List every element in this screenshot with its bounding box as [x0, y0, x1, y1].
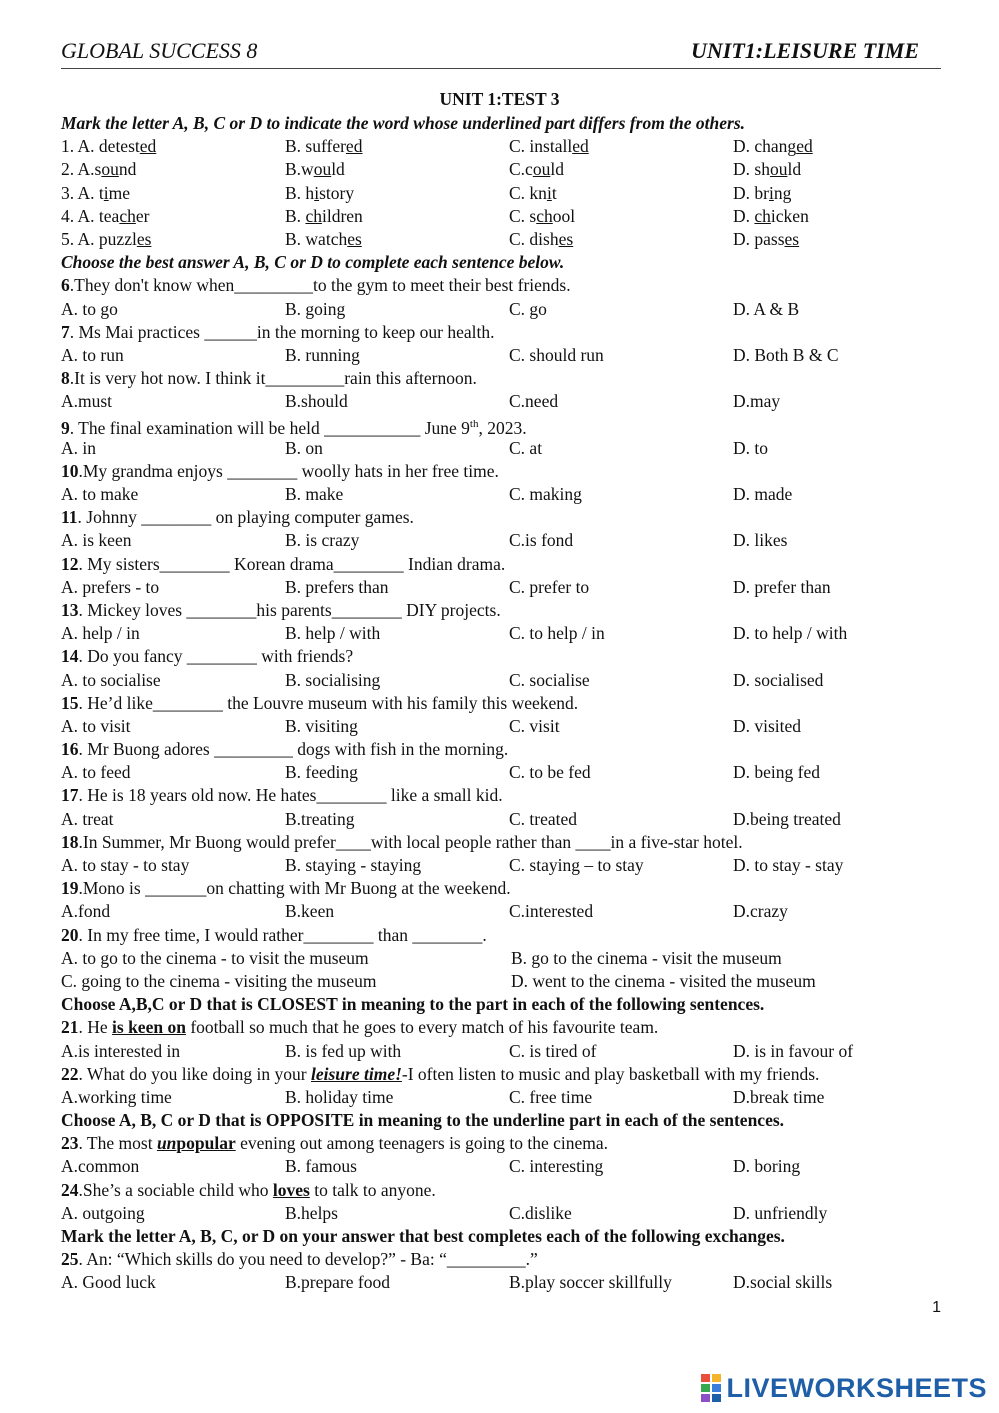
option: B. on	[285, 437, 323, 458]
question-number: 6	[61, 275, 70, 296]
option-row	[61, 483, 961, 506]
option: A. to make	[61, 484, 139, 504]
question-number: 17	[61, 785, 79, 806]
option: A. to go to the cinema - to visit the museum	[61, 947, 369, 968]
option: B.keen	[285, 901, 335, 922]
option: C. visit	[509, 715, 560, 736]
option: D. is in favour of	[733, 1040, 854, 1061]
option: B. staying - staying	[285, 855, 422, 875]
underlined-part: i	[103, 182, 109, 203]
option: D.crazy	[733, 901, 788, 922]
option-row	[61, 576, 961, 599]
line	[61, 993, 961, 1016]
superscript: th	[469, 418, 479, 431]
question: 9. The final examination will be held ___________ June 9th, 2023.	[61, 418, 527, 439]
option: A.must	[61, 391, 113, 412]
option-row	[61, 205, 961, 228]
question: 24.She’s a sociable child who loves to talk to anyone.	[61, 1179, 436, 1200]
instruction: Choose A,B,C or D that is CLOSEST in meaning to the part in each of the following sentences.	[61, 994, 765, 1015]
option: B.play soccer skillfully	[509, 1272, 672, 1293]
question: 7. Ms Mai practices ______in the morning to keep our health.	[61, 321, 495, 342]
option: D.may	[733, 391, 781, 412]
question-number: 19	[61, 878, 79, 899]
instruction: Choose A, B, C or D that is OPPOSITE in meaning to the underline part in each of the sentences.	[61, 1110, 785, 1131]
question-number: 22	[61, 1063, 79, 1084]
question: 10.My grandma enjoys ________ woolly hats in her free time.	[61, 460, 499, 481]
option-row	[61, 390, 961, 413]
question-number: 10	[61, 460, 79, 481]
question: 15. He’d like________ the Louvre museum with his family this weekend.	[61, 692, 579, 713]
option: B. history	[285, 182, 355, 203]
option: D. chicken	[733, 205, 809, 226]
option: C. to be fed	[509, 762, 591, 783]
liveworksheets-logo-text: LIVEWORKSHEETS	[726, 1372, 987, 1403]
option: C.need	[509, 391, 559, 412]
option: D. prefer than	[733, 576, 831, 597]
option: D. bring	[733, 182, 792, 203]
option-row	[61, 715, 961, 738]
option-row	[61, 298, 961, 321]
test-title: UNIT 1:TEST 3	[439, 89, 560, 109]
underlined-phrase: loves	[272, 1179, 310, 1200]
option: A.common	[61, 1156, 140, 1177]
underlined-part: es	[136, 228, 152, 249]
option-row	[61, 1086, 961, 1109]
option-row	[61, 529, 961, 552]
option: C. going to the cinema - visiting the museum	[61, 970, 377, 991]
instruction: Choose the best answer A, B, C or D to complete each sentence below.	[61, 252, 565, 273]
option: B.helps	[285, 1202, 338, 1223]
underlined-part: ou	[532, 159, 551, 180]
underlined-part: ch	[536, 205, 553, 226]
question: 20. In my free time, I would rather________ than ________.	[61, 924, 487, 945]
underlined-part: es	[558, 228, 574, 249]
option: D. visited	[733, 715, 802, 736]
question: 13. Mickey loves ________his parents________ DIY projects.	[61, 599, 501, 620]
option: A. treat	[61, 808, 114, 829]
option-row	[61, 854, 961, 877]
option: C. treated	[509, 808, 578, 829]
question-number: 24	[61, 1179, 79, 1200]
option: 3. A. time	[61, 182, 131, 203]
option: D. boring	[733, 1156, 801, 1177]
option: B.would	[285, 159, 345, 180]
option-row	[61, 622, 961, 645]
question-number: 23	[61, 1133, 79, 1154]
option-row	[61, 158, 961, 181]
option: C.dislike	[509, 1202, 572, 1223]
option: C. school	[509, 205, 576, 226]
option: C. making	[509, 484, 582, 504]
question-number: 18	[61, 831, 79, 852]
option: C. interesting	[509, 1156, 604, 1177]
option: D. being fed	[733, 762, 820, 783]
option: B. holiday time	[285, 1086, 394, 1107]
option: B. feeding	[285, 762, 358, 783]
option-row	[61, 1155, 961, 1178]
underlined-phrase: popular	[176, 1133, 236, 1154]
option: C. is tired of	[509, 1040, 597, 1061]
option: B. go to the cinema - visit the museum	[511, 947, 782, 968]
question-number: 11	[61, 507, 78, 528]
underlined-part: ou	[101, 159, 119, 180]
option: A.is interested in	[61, 1040, 181, 1061]
option-row	[61, 900, 961, 923]
underlined-part: es	[784, 228, 800, 249]
option-row	[61, 970, 961, 993]
option: 1. A. detested	[61, 136, 157, 157]
option: B.prepare food	[285, 1272, 390, 1293]
option: C. prefer to	[509, 576, 590, 597]
underlined-part: ed	[345, 136, 363, 157]
option: 4. A. teacher	[61, 205, 150, 226]
question-number: 12	[61, 553, 79, 574]
option: A.working time	[61, 1086, 172, 1107]
option: A. to feed	[61, 762, 131, 783]
option: C. staying – to stay	[509, 855, 644, 875]
underlined-part: ed	[572, 136, 589, 157]
underlined-phrase: leisure time!	[311, 1063, 402, 1084]
option: C.could	[509, 159, 564, 180]
option: 5. A. puzzles	[61, 228, 152, 249]
underlined-part: ed	[796, 136, 813, 157]
option: A. is keen	[61, 530, 132, 551]
option-row	[61, 761, 961, 784]
question: 21. He is keen on football so much that he goes to every match of his favourite team.	[61, 1017, 659, 1038]
question-number: 15	[61, 692, 79, 713]
header-unit: UNIT1:LEISURE TIME	[691, 38, 919, 63]
question: 16. Mr Buong adores _________ dogs with fish in the morning.	[61, 739, 509, 760]
question-number: 20	[61, 924, 79, 945]
option: B. is fed up with	[285, 1040, 402, 1061]
option: C. knit	[509, 182, 557, 203]
liveworksheets-logo-icon	[700, 1373, 722, 1403]
option: B. famous	[285, 1156, 357, 1177]
option: A. outgoing	[61, 1202, 145, 1223]
option: A.fond	[61, 901, 111, 922]
line	[61, 1225, 961, 1248]
option: D. A & B	[733, 298, 800, 319]
option: D.being treated	[733, 808, 841, 829]
option: A. to socialise	[61, 669, 161, 690]
question-number: 9	[61, 418, 70, 439]
option: A. Good luck	[61, 1272, 156, 1293]
option: D.social skills	[733, 1272, 833, 1293]
option: B. make	[285, 484, 344, 504]
line	[61, 112, 961, 135]
underlined-part: ch	[119, 205, 136, 226]
line	[61, 251, 961, 274]
option-row	[61, 1271, 961, 1294]
option: C.is fond	[509, 530, 574, 551]
question: 19.Mono is _______on chatting with Mr Buong at the weekend.	[61, 878, 511, 899]
option: D. socialised	[733, 669, 824, 690]
option: B. watches	[285, 228, 362, 249]
page-header	[61, 38, 941, 69]
option: D. went to the cinema - visited the museum	[511, 970, 816, 991]
option: B. visiting	[285, 715, 358, 736]
option: B. help / with	[285, 623, 381, 644]
option: B. running	[285, 344, 360, 365]
option: A. prefers - to	[61, 576, 160, 597]
option: A. to go	[61, 298, 118, 319]
option-row	[61, 808, 961, 831]
option: D. made	[733, 484, 793, 504]
underlined-part: es	[347, 228, 362, 249]
option-row	[61, 1202, 961, 1225]
option: D. passes	[733, 228, 800, 249]
option: C. socialise	[509, 669, 590, 690]
question-number: 13	[61, 599, 79, 620]
option: D. Both B & C	[733, 344, 839, 365]
liveworksheets-logo	[700, 1372, 987, 1404]
instruction: Mark the letter A, B, C or D to indicate the word whose underlined part differs from the others.	[61, 113, 746, 133]
question-number: 16	[61, 739, 79, 760]
option-row	[61, 1040, 961, 1063]
option: A. help / in	[61, 623, 140, 644]
question-number: 8	[61, 368, 70, 389]
option: B. children	[285, 205, 363, 226]
option: B.should	[285, 391, 348, 412]
instruction: Mark the letter A, B, C, or D on your answer that best completes each of the following exchanges.	[61, 1226, 785, 1246]
option: C.interested	[509, 901, 594, 922]
option: A. to stay - to stay	[61, 855, 190, 875]
page-number: 1	[932, 1299, 941, 1316]
underlined-part: ou	[769, 159, 788, 180]
option-row	[61, 182, 961, 205]
option: C. dishes	[509, 228, 574, 249]
underlined-part: ed	[139, 136, 157, 157]
underlined-part: ou	[313, 159, 332, 180]
test-content	[61, 112, 961, 1295]
question-number: 14	[61, 646, 79, 667]
option: C. at	[509, 437, 543, 458]
option: C. installed	[509, 136, 589, 157]
question: 12. My sisters________ Korean drama________ Indian drama.	[61, 553, 506, 574]
underlined-part: ch	[754, 205, 771, 226]
underlined-phrase: un	[156, 1133, 177, 1154]
option: 2. A.sound	[61, 159, 137, 180]
underlined-phrase: is keen on	[112, 1017, 186, 1038]
underlined-part: i	[768, 182, 774, 203]
line	[61, 1109, 961, 1132]
option: D. to stay - stay	[733, 855, 844, 875]
option: D. unfriendly	[733, 1202, 828, 1223]
option: D. to	[733, 437, 768, 458]
option: D. should	[733, 159, 802, 180]
question: 22. What do you like doing in your leisure time!-I often listen to music and play basketball with my friends.	[61, 1063, 820, 1084]
question: 8.It is very hot now. I think it_________rain this afternoon.	[61, 368, 477, 389]
option-row	[61, 947, 961, 970]
option: B. prefers than	[285, 576, 389, 597]
option: C. free time	[509, 1086, 593, 1107]
option: B.treating	[285, 808, 355, 829]
option: D. likes	[733, 530, 788, 551]
option: A. in	[61, 437, 96, 458]
option: D. changed	[733, 136, 813, 157]
underlined-part: i	[314, 182, 320, 203]
option-row	[61, 669, 961, 692]
option: C. should run	[509, 344, 604, 365]
question: 11. Johnny ________ on playing computer games.	[61, 507, 414, 528]
question: 23. The most unpopular evening out among teenagers is going to the cinema.	[61, 1133, 608, 1154]
question: 6.They don't know when_________to the gym to meet their best friends.	[61, 275, 571, 296]
question-number: 25	[61, 1249, 79, 1270]
option: C. go	[509, 298, 547, 319]
underlined-part: ch	[305, 205, 322, 226]
question: 18.In Summer, Mr Buong would prefer____with local people rather than ____in a five-star hotel.	[61, 831, 743, 852]
option-row	[61, 228, 961, 251]
option-row	[61, 135, 961, 158]
option: D.break time	[733, 1086, 825, 1107]
question: 14. Do you fancy ________ with friends?	[61, 646, 354, 667]
question: 25. An: “Which skills do you need to develop?” - Ba: “_________.”	[61, 1249, 538, 1270]
option: B. socialising	[285, 669, 381, 690]
option-row	[61, 344, 961, 367]
question: 17. He is 18 years old now. He hates________ like a small kid.	[61, 785, 503, 806]
option-row	[61, 437, 961, 460]
option: A. to run	[61, 344, 124, 365]
option: B. is crazy	[285, 530, 360, 551]
option: D. to help / with	[733, 623, 848, 644]
option: B. going	[285, 298, 346, 319]
header-series: GLOBAL SUCCESS 8	[61, 38, 258, 63]
underlined-part: i	[546, 182, 552, 203]
question-number: 7	[61, 321, 70, 342]
question-number: 21	[61, 1017, 79, 1038]
option: A. to visit	[61, 715, 131, 736]
option: B. suffered	[285, 136, 363, 157]
option: C. to help / in	[509, 623, 605, 644]
